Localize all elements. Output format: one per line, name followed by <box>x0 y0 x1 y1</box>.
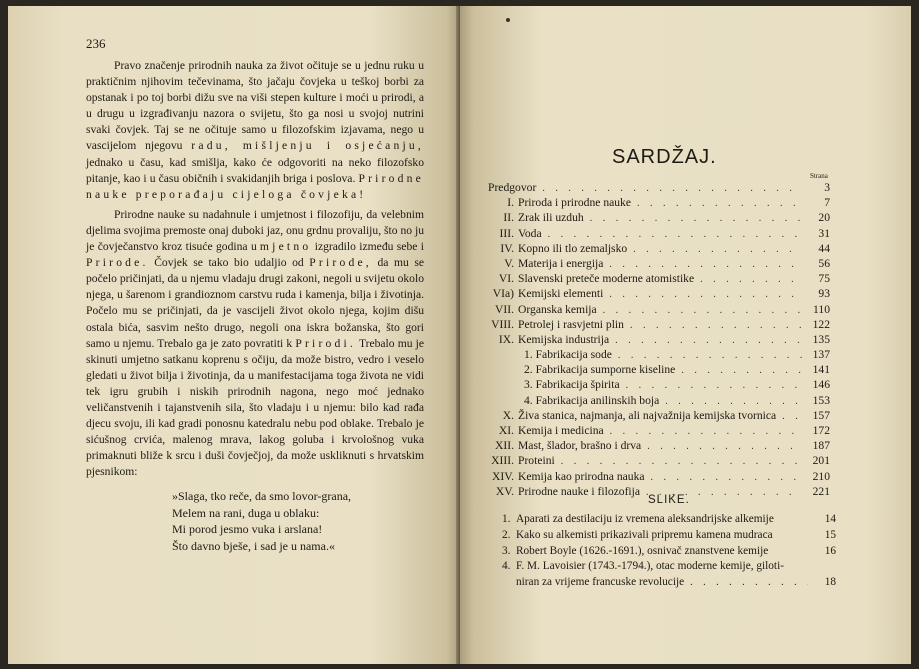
toc-entry-number: III. <box>499 226 514 240</box>
toc-entry-page: 153 <box>812 393 830 407</box>
dot-leader <box>609 287 802 302</box>
dot-leader <box>626 378 802 393</box>
toc-entry[interactable] <box>488 256 830 271</box>
toc-entry-number: XI. <box>498 424 514 437</box>
figure-entry-continuation <box>502 575 836 591</box>
dot-leader <box>618 348 802 363</box>
toc-entry-number: XIV. <box>491 469 514 483</box>
toc-entry-number: VII. <box>495 302 514 316</box>
dot-leader <box>542 181 802 196</box>
toc-entry[interactable] <box>488 241 830 256</box>
dot-leader <box>561 454 802 469</box>
dot-leader <box>690 575 808 591</box>
figure-page: 14 <box>824 513 836 525</box>
left-book-page <box>8 6 460 664</box>
paragraph-1 <box>86 58 424 203</box>
paragraph-2-text-a: Prirodne nauke su nadahnule i umjetnost i filozofiju, da velebnim djelima svojima premoste onaj duboki jaz, onu grdnu provaliju, što no ju je čovječanstvo kroz tisuće godina <box>86 207 424 254</box>
toc-entry-label: Voda <box>518 226 542 240</box>
dot-leader <box>681 363 802 378</box>
toc-entry-label: Proteini <box>518 454 555 468</box>
paragraph-2-text-d: da mu se počelo pričinjati, da u njemu vladaju drugi zakoni, negoli u svijetu okolo njega, u šarenom i grandioznom carstvu ruda i kamenja, bilja i životinja. Počelo mu se pričinjati, da je vascijeli život okolo njega, kojim dišu ostala bića, sasvim nešto drugo, negoli ona iskra božanska, što gori samo u njemu. Trebalo ga je zato povratiti k <box>86 256 424 350</box>
spaced-emphasis: Prirodne nauke preporađaju cijeloga čovjeka! <box>86 171 424 201</box>
table-of-contents <box>488 180 830 499</box>
toc-entry[interactable] <box>488 393 830 408</box>
dot-leader <box>647 439 802 454</box>
toc-entry[interactable] <box>488 423 830 438</box>
toc-entry-page: 141 <box>812 363 830 377</box>
toc-entry-label: Materija i energija <box>518 256 604 270</box>
poem-line: Mi porod jesmo vuka i arslana! <box>172 522 323 537</box>
poem-line: Melem na rani, duga u oblaku: <box>172 505 320 520</box>
figure-page: 16 <box>824 544 836 557</box>
toc-entry-page: 187 <box>812 439 830 453</box>
toc-entry-page: 3 <box>824 181 830 194</box>
toc-entry[interactable] <box>488 226 830 241</box>
toc-entry-number: I. <box>507 196 514 210</box>
dot-leader <box>633 242 802 257</box>
figure-number: 3. <box>502 544 511 557</box>
figure-entry[interactable] <box>502 512 836 528</box>
toc-entry-number: XII. <box>495 439 514 453</box>
poem-line: »Slaga, tko reče, da smo lovor-grana, <box>172 489 352 504</box>
toc-entry[interactable] <box>488 332 830 347</box>
toc-entry-label: Kemija kao prirodna nauka <box>518 469 645 483</box>
toc-entry-number: VIII. <box>491 317 514 331</box>
toc-entry-page: 122 <box>812 317 830 331</box>
toc-entry[interactable] <box>488 469 830 484</box>
figure-number: 1. <box>502 513 511 525</box>
toc-entry[interactable] <box>488 347 830 362</box>
dot-leader <box>609 257 802 272</box>
toc-entry-page: 75 <box>818 272 830 286</box>
figure-page: 18 <box>824 576 836 589</box>
dot-leader <box>665 394 802 409</box>
dot-leader <box>637 196 802 211</box>
dot-leader <box>590 211 802 226</box>
page-column-label: Strana <box>810 172 828 180</box>
dot-leader <box>700 272 802 287</box>
toc-entry-page: 221 <box>812 484 830 498</box>
toc-entry[interactable] <box>488 302 830 317</box>
ink-dot <box>506 18 510 22</box>
spaced-emphasis: Prirode. <box>86 256 149 270</box>
toc-entry-number: IV. <box>500 241 514 255</box>
toc-entry-label: Kemijska industrija <box>518 332 610 346</box>
toc-entry-number: IX. <box>498 332 514 346</box>
toc-entry-label: Petrolej i rasvjetni plin <box>518 317 624 331</box>
poem-line: Što davno bješe, i sad je u nama.« <box>172 538 335 553</box>
toc-entry-label: Prirodne nauke i filozofija <box>518 484 641 498</box>
dot-leader <box>630 318 802 333</box>
toc-entry-label: Priroda i prirodne nauke <box>518 196 632 210</box>
toc-entry-label: 2. Fabrikacija sumporne kiseline <box>524 363 676 377</box>
dot-leader <box>603 303 802 318</box>
toc-entry-page: 137 <box>812 348 830 362</box>
toc-entry-page: 157 <box>812 408 830 422</box>
toc-entry-label: 1. Fabrikacija sode <box>524 348 612 362</box>
toc-entry-page: 135 <box>812 332 830 346</box>
toc-entry-page: 20 <box>818 211 830 225</box>
toc-entry[interactable] <box>488 180 830 195</box>
toc-entry-label: Slavenski preteče moderne atomistike <box>518 272 695 286</box>
paragraph-2-text-b: izgradilo između sebe i <box>314 240 424 254</box>
toc-entry-number: X. <box>502 408 514 422</box>
toc-entry-page: 146 <box>812 378 830 392</box>
toc-entry-page: 7 <box>824 196 830 210</box>
toc-entry-label: Kopno ili tlo zemaljsko <box>518 241 628 255</box>
spaced-emphasis: Prirode, <box>309 256 372 270</box>
toc-entry-label: Mast, šlador, brašno i drva <box>518 439 642 453</box>
figure-number: 2. <box>502 528 511 541</box>
toc-entry[interactable] <box>488 377 830 392</box>
figure-label: Robert Boyle (1626.-1691.), osnivač znanstvene kemije <box>516 544 769 557</box>
toc-entry[interactable] <box>488 438 830 453</box>
toc-entry-page: 31 <box>818 226 830 240</box>
toc-entry[interactable] <box>488 362 830 377</box>
toc-entry[interactable] <box>488 408 830 423</box>
toc-entry[interactable] <box>488 195 830 210</box>
figure-entry[interactable] <box>502 559 836 575</box>
toc-entry-label: Organska kemija <box>518 302 597 316</box>
toc-title: SARDŽAJ. <box>612 146 717 168</box>
toc-entry-page: 44 <box>818 241 830 255</box>
spaced-emphasis: Prirodi. <box>295 336 357 350</box>
toc-entry-number: II. <box>503 211 514 225</box>
paragraph-1-text-b: jednako u času, kad smišlja, kako će odgovoriti na neko filozofsko pitanje, kao i u času običnih i svakidanjih briga i poslova. <box>86 155 424 185</box>
toc-entry-label: Zrak ili uzduh <box>518 211 584 225</box>
spaced-emphasis: umjetno <box>250 240 312 254</box>
toc-entry-label: Kemija i medicina <box>518 424 604 437</box>
figure-entry[interactable] <box>502 528 836 544</box>
toc-entry[interactable] <box>488 317 830 332</box>
toc-entry-page: 93 <box>818 287 830 301</box>
figure-label: Aparati za destilaciju iz vremena aleksandrijske alkemije <box>516 513 774 525</box>
toc-entry-number: XIII. <box>491 454 514 468</box>
poem-quote <box>172 488 424 554</box>
paragraph-2-text-c: Čovjek se tako bio udaljio od <box>154 256 304 270</box>
toc-entry-number: XV. <box>495 484 514 498</box>
page-number: 236 <box>86 36 106 51</box>
toc-entry-page: 56 <box>818 256 830 270</box>
toc-entry-page: 210 <box>812 469 830 483</box>
dot-leader <box>615 333 802 348</box>
figure-entry[interactable] <box>502 544 836 560</box>
toc-entry-label: Kemijski elementi <box>518 287 604 301</box>
toc-entry-number: VIa) <box>492 287 514 301</box>
paragraph-1-text-a: Pravo značenje prirodnih nauka za život očituje se u jednu ruku u praktičnim njihovim tečevinama, što jačaju čovjeka u teškoj borbi za opstanak i po toj borbi dižu sve na viši stepen kulture i moći u prirodi, a u drugu u izgrađivanju nazora o svijetu, što ga nosi u svojoj nutrini svaki čovjek. Taj se ne očituje samo u filozofskim izjavama, nego u vascijelom njegovu <box>86 59 424 153</box>
spaced-emphasis: radu, mišljenju i osjećanju, <box>191 139 424 153</box>
figures-list <box>502 512 836 591</box>
figure-page: 15 <box>824 528 836 541</box>
figure-number: 4. <box>502 560 511 573</box>
toc-entry-page: 110 <box>813 302 830 316</box>
toc-entry[interactable] <box>488 210 830 225</box>
figures-title: SLIKE. <box>648 494 690 506</box>
figure-label: F. M. Lavoisier (1743.-1794.), otac moderne kemije, giloti- <box>516 560 784 573</box>
figure-label-continuation: niran za vrijeme francuske revolucije <box>516 576 685 589</box>
paragraph-2-text-e: Trebalo mu je skinuti umjetno satkanu koprenu s očiju, da može bistro, vedro i veselo gledati u život bilja i životinja, da u manifestacijama toga života ne vidi tek igru grubih i niskih prirodnih nagona, nego moć jednako veličanstvenih i tajanstvenih sila, što vladaju i u njemu: bilo kad rađa djecu svoju, ili kad gradi ponosnu katedralu nebu pod oblake. Trebalo je sićušnog crvića, malenog mrava, lakog goluba i krvološnog vuka primaknuti bliže k srcu i duši čovječjoj, da može uskliknuti s hrvatskim pjesnikom: <box>86 336 424 479</box>
dot-leader <box>610 424 802 439</box>
toc-entry-label: Predgovor <box>488 181 537 194</box>
toc-entry-page: 172 <box>812 424 830 437</box>
dot-leader <box>651 470 802 485</box>
toc-entry[interactable] <box>488 286 830 301</box>
toc-entry-number: VI. <box>498 272 514 286</box>
paragraph-2 <box>86 207 424 481</box>
toc-entry-label: 3. Fabrikacija špirita <box>524 378 620 392</box>
dot-leader <box>782 409 802 424</box>
figure-label: Kako su alkemisti prikazivali pripremu kamena mudraca <box>516 528 773 541</box>
toc-entry[interactable] <box>488 271 830 286</box>
toc-entry-number: V. <box>504 256 514 270</box>
toc-entry-page: 201 <box>812 454 830 468</box>
toc-entry-label: 4. Fabrikacija anilinskih boja <box>524 393 660 407</box>
dot-leader <box>548 227 802 242</box>
toc-entry[interactable] <box>488 453 830 468</box>
toc-entry-label: Živa stanica, najmanja, ali najvažnija kemijska tvornica <box>518 408 777 422</box>
